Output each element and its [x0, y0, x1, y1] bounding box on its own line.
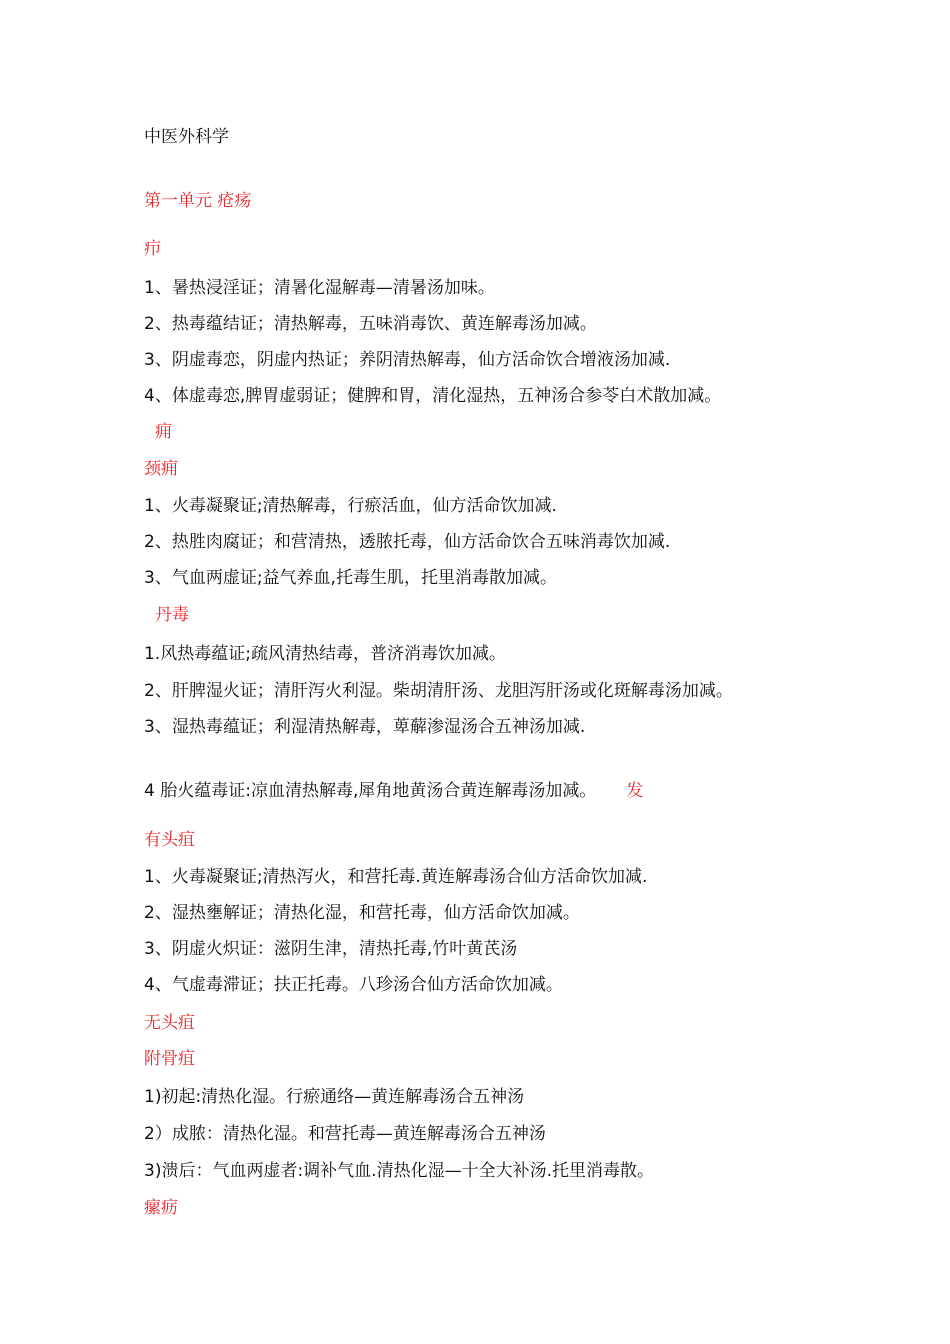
- list-item: 4、体虚毒恋,脾胃虚弱证；健脾和胃，清化湿热，五神汤合参苓白术散加减。: [144, 386, 722, 406]
- sub-heading-jingyong: 颈痈: [144, 459, 178, 479]
- list-item: 2、肝脾湿火证；清肝泻火利湿。柴胡清肝汤、龙胆泻肝汤或化斑解毒汤加减。: [144, 681, 733, 701]
- list-item: 2、热胜肉腐证；和营清热，透脓托毒，仙方活命饮合五味消毒饮加减.: [144, 532, 671, 552]
- unit-heading: 第一单元 疮疡: [144, 191, 252, 211]
- list-item: 1.风热毒蕴证;疏风清热结毒，普济消毒饮加减。: [144, 644, 506, 664]
- list-item: 4、气虚毒滞证；扶正托毒。八珍汤合仙方活命饮加减。: [144, 975, 563, 995]
- list-item: 1、火毒凝聚证;清热泻火，和营托毒.黄连解毒汤合仙方活命饮加减.: [144, 867, 648, 887]
- section-heading-yong: 痈: [155, 422, 172, 442]
- sub-heading-fuguju: 附骨疽: [144, 1049, 195, 1069]
- list-item: 1)初起:清热化湿。行瘀通络—黄连解毒汤合五神汤: [144, 1087, 525, 1107]
- list-item: 3、阴虚毒恋，阴虚内热证；养阴清热解毒，仙方活命饮合增液汤加减.: [144, 350, 671, 370]
- section-heading-luoli: 瘰疬: [144, 1198, 178, 1218]
- list-item: 1、暑热浸淫证；清暑化湿解毒—清暑汤加味。: [144, 278, 495, 298]
- list-item: 2）成脓：清热化湿。和营托毒—黄连解毒汤合五神汤: [144, 1124, 546, 1144]
- list-item: 1、火毒凝聚证;清热解毒，行瘀活血，仙方活命饮加减.: [144, 496, 557, 516]
- list-item-text: 4 胎火蕴毒证:凉血清热解毒,犀角地黄汤合黄连解毒汤加减。: [144, 781, 597, 801]
- section-heading-youtouju: 有头疽: [144, 830, 195, 850]
- list-item: 3、气血两虚证;益气养血,托毒生肌，托里消毒散加减。: [144, 568, 557, 588]
- list-item: 2、湿热壅解证；清热化湿，和营托毒，仙方活命饮加减。: [144, 903, 580, 923]
- section-heading-ding: 疖: [144, 239, 161, 259]
- list-item: 3)溃后：气血两虚者:调补气血.清热化湿—十全大补汤.托里消毒散。: [144, 1161, 654, 1181]
- list-item: 3、阴虚火炽证：滋阴生津，清热托毒,竹叶黄芪汤: [144, 939, 518, 959]
- list-item: 2、热毒蕴结证；清热解毒，五味消毒饮、黄连解毒汤加减。: [144, 314, 597, 334]
- list-item: [144, 780, 643, 802]
- section-heading-fa: 发: [626, 781, 644, 801]
- document-title: 中医外科学: [144, 127, 229, 147]
- section-heading-dandu: 丹毒: [155, 605, 189, 625]
- section-heading-wutouju: 无头疽: [144, 1013, 195, 1033]
- list-item: 3、湿热毒蕴证；利湿清热解毒，萆薢渗湿汤合五神汤加减.: [144, 717, 586, 737]
